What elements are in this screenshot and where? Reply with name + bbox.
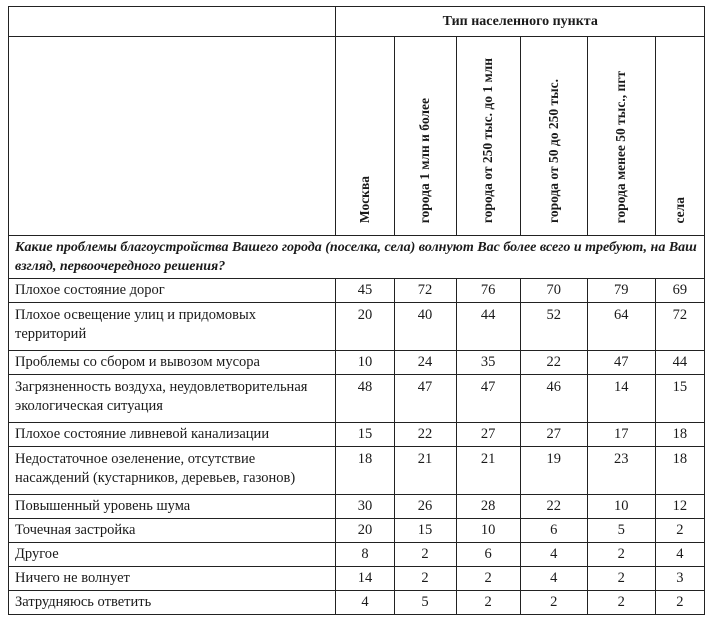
- column-header-label: города менее 50 тыс., пгт: [613, 70, 629, 223]
- row-label: Загрязненность воздуха, неудовлетворительная экологическая ситуация: [9, 375, 336, 423]
- value-cell: 15: [336, 423, 394, 447]
- value-cell: 4: [336, 591, 394, 615]
- value-cell: 18: [655, 447, 704, 495]
- value-cell: 45: [336, 279, 394, 303]
- value-cell: 70: [520, 279, 587, 303]
- row-label: Ничего не волнует: [9, 567, 336, 591]
- column-header-towns-under-50k: [587, 37, 655, 236]
- row-label: Плохое состояние ливневой канализации: [9, 423, 336, 447]
- value-cell: 52: [520, 303, 587, 351]
- value-cell: 2: [587, 591, 655, 615]
- row-label: Проблемы со сбором и вывозом мусора: [9, 351, 336, 375]
- value-cell: 72: [394, 279, 456, 303]
- value-cell: 76: [456, 279, 520, 303]
- value-cell: 20: [336, 519, 394, 543]
- value-cell: 69: [655, 279, 704, 303]
- value-cell: 6: [520, 519, 587, 543]
- value-cell: 2: [394, 543, 456, 567]
- value-cell: 47: [394, 375, 456, 423]
- value-cell: 22: [394, 423, 456, 447]
- column-header-moscow: [336, 37, 394, 236]
- table-row: [9, 375, 705, 423]
- value-cell: 17: [587, 423, 655, 447]
- value-cell: 18: [336, 447, 394, 495]
- value-cell: 26: [394, 495, 456, 519]
- value-cell: 6: [456, 543, 520, 567]
- value-cell: 46: [520, 375, 587, 423]
- value-cell: 14: [587, 375, 655, 423]
- value-cell: 4: [655, 543, 704, 567]
- value-cell: 2: [394, 567, 456, 591]
- value-cell: 28: [456, 495, 520, 519]
- value-cell: 8: [336, 543, 394, 567]
- row-label: Точечная застройка: [9, 519, 336, 543]
- value-cell: 4: [520, 543, 587, 567]
- value-cell: 19: [520, 447, 587, 495]
- row-label: Недостаточное озеленение, отсутствие насаждений (кустарников, деревьев, газонов): [9, 447, 336, 495]
- value-cell: 2: [456, 591, 520, 615]
- column-header-label: села: [671, 196, 687, 223]
- value-cell: 2: [587, 567, 655, 591]
- table-row: [9, 447, 705, 495]
- table-row: [9, 303, 705, 351]
- row-label: Плохое состояние дорог: [9, 279, 336, 303]
- value-cell: 10: [456, 519, 520, 543]
- value-cell: 20: [336, 303, 394, 351]
- value-cell: 18: [655, 423, 704, 447]
- corner-cell: [9, 7, 336, 37]
- table-row: [9, 519, 705, 543]
- value-cell: 5: [587, 519, 655, 543]
- value-cell: 23: [587, 447, 655, 495]
- column-header-cities-1m: [394, 37, 456, 236]
- value-cell: 22: [520, 495, 587, 519]
- value-cell: 15: [655, 375, 704, 423]
- value-cell: 44: [655, 351, 704, 375]
- table-row: [9, 423, 705, 447]
- column-header-cities-250k-1m: [456, 37, 520, 236]
- table-row: [9, 351, 705, 375]
- table-row: [9, 543, 705, 567]
- value-cell: 40: [394, 303, 456, 351]
- column-header-label: города 1 млн и более: [417, 97, 433, 223]
- column-header-label: Москва: [356, 175, 372, 223]
- value-cell: 2: [587, 543, 655, 567]
- table-row: [9, 279, 705, 303]
- table-row: [9, 591, 705, 615]
- corner-cell-lower: [9, 37, 336, 236]
- value-cell: 44: [456, 303, 520, 351]
- question-text: Какие проблемы благоустройства Вашего города (поселка, села) волнуют Вас более всего и требуют, на Ваш взгляд, первоочередного решения?: [9, 236, 705, 279]
- value-cell: 47: [587, 351, 655, 375]
- value-cell: 15: [394, 519, 456, 543]
- row-label: Затрудняюсь ответить: [9, 591, 336, 615]
- value-cell: 2: [655, 591, 704, 615]
- value-cell: 10: [587, 495, 655, 519]
- value-cell: 2: [520, 591, 587, 615]
- value-cell: 12: [655, 495, 704, 519]
- row-label: Плохое освещение улиц и придомовых территорий: [9, 303, 336, 351]
- value-cell: 21: [456, 447, 520, 495]
- value-cell: 27: [456, 423, 520, 447]
- column-header-villages: [655, 37, 704, 236]
- value-cell: 3: [655, 567, 704, 591]
- value-cell: 10: [336, 351, 394, 375]
- value-cell: 5: [394, 591, 456, 615]
- value-cell: 64: [587, 303, 655, 351]
- row-label: Повышенный уровень шума: [9, 495, 336, 519]
- column-header-label: города от 250 тыс. до 1 млн: [480, 57, 496, 223]
- value-cell: 4: [520, 567, 587, 591]
- column-header-cities-50k-250k: [520, 37, 587, 236]
- value-cell: 27: [520, 423, 587, 447]
- group-header: Тип населенного пункта: [336, 7, 705, 37]
- value-cell: 30: [336, 495, 394, 519]
- value-cell: 72: [655, 303, 704, 351]
- survey-table: [8, 6, 705, 615]
- value-cell: 24: [394, 351, 456, 375]
- value-cell: 47: [456, 375, 520, 423]
- value-cell: 2: [655, 519, 704, 543]
- value-cell: 35: [456, 351, 520, 375]
- value-cell: 79: [587, 279, 655, 303]
- value-cell: 48: [336, 375, 394, 423]
- value-cell: 21: [394, 447, 456, 495]
- table-row: [9, 495, 705, 519]
- table-row: [9, 567, 705, 591]
- value-cell: 22: [520, 351, 587, 375]
- value-cell: 2: [456, 567, 520, 591]
- row-label: Другое: [9, 543, 336, 567]
- value-cell: 14: [336, 567, 394, 591]
- column-header-label: города от 50 до 250 тыс.: [545, 79, 561, 223]
